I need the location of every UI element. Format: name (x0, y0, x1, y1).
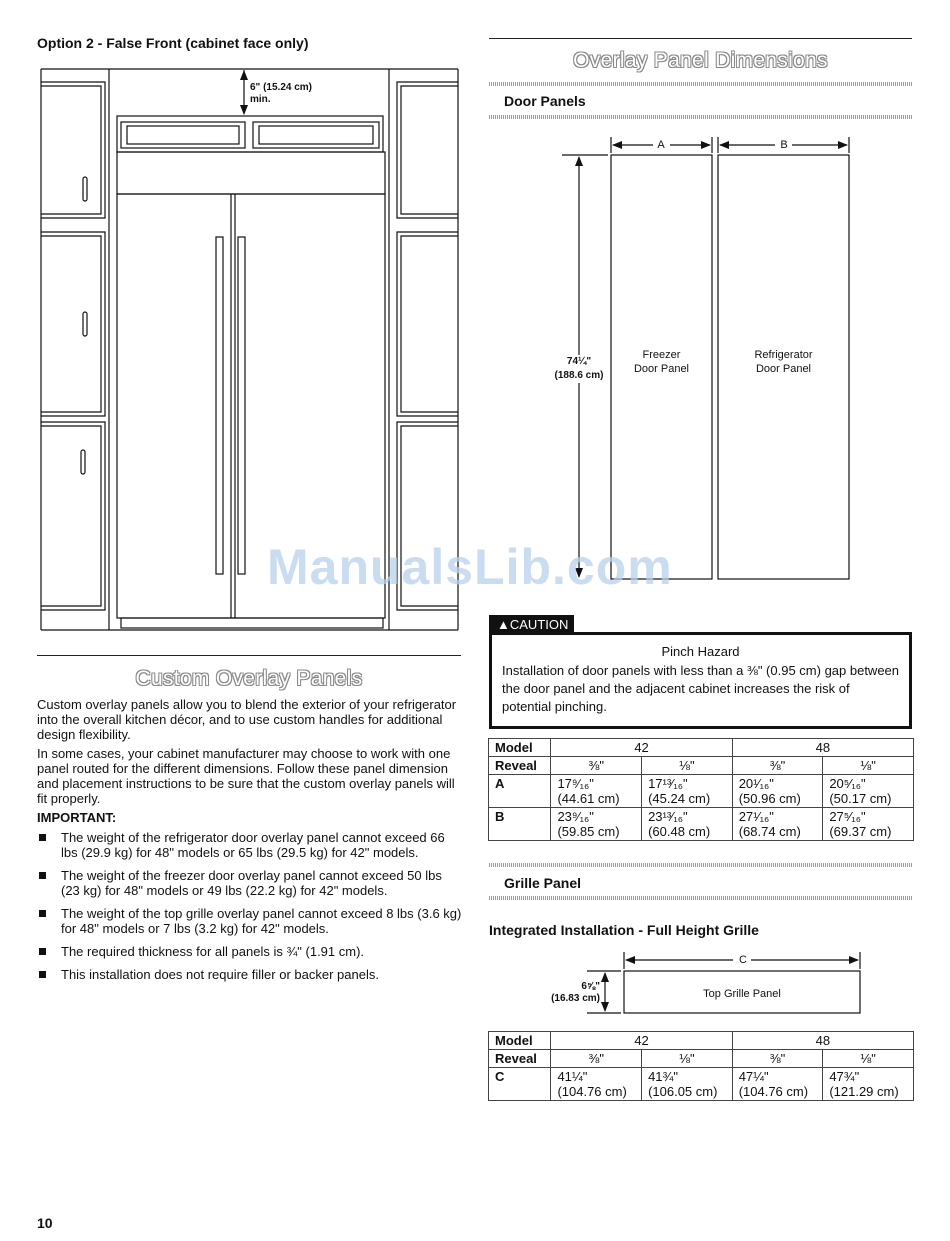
row-label: B (489, 808, 551, 841)
reveal-cell: ⅛" (823, 757, 914, 775)
caution-box (489, 632, 912, 729)
list-item: The weight of the freezer door overlay panel cannot exceed 50 lbs (23 kg) for 48" models or 49 lbs (22.2 kg) for 42" models. (37, 868, 462, 898)
warning-triangle-icon: ▲ (497, 617, 510, 632)
door-height-label (548, 355, 610, 383)
model-header: Model (489, 739, 551, 757)
page-number: 10 (37, 1215, 53, 1231)
caution-tag (489, 615, 574, 633)
dotted-divider (489, 863, 912, 867)
table-cell: 20⁵⁄₁₆" (50.17 cm) (823, 775, 914, 808)
watermark: ManualsLib.com (267, 539, 673, 595)
table-cell: 17¹³⁄₁₆" (45.24 cm) (642, 775, 733, 808)
freezer-label-line1: Freezer (642, 349, 681, 361)
caution-text: Installation of door panels with less than a ⅜" (0.95 cm) gap between the door panel and the adjacent cabinet increases the risk of potential pinching. (502, 663, 900, 714)
reveal-cell: ⅜" (551, 757, 642, 775)
door-panels-heading: Door Panels (504, 93, 586, 109)
reveal-cell: ⅜" (732, 1050, 823, 1068)
table-cell: 27⁵⁄₁₆" (69.37 cm) (823, 808, 914, 841)
table-cell: 17⁹⁄₁₆" (44.61 cm) (551, 775, 642, 808)
divider (489, 38, 912, 39)
intro-paragraph: Custom overlay panels allow you to blend the exterior of your refrigerator into the overall kitchen décor, and to use custom handles for additional design flexibility. (37, 697, 457, 742)
model-48: 48 (732, 739, 913, 757)
list-item: The weight of the top grille overlay panel cannot exceed 8 lbs (3.6 kg) for 48" models or 7 lbs (3.2 kg) for 42" models. (37, 906, 462, 936)
dotted-divider (489, 896, 912, 900)
list-item: This installation does not require filler or backer panels. (37, 967, 462, 982)
table-row (489, 1032, 914, 1050)
dotted-divider (489, 115, 912, 119)
table-cell: 23⁹⁄₁₆" (59.85 cm) (551, 808, 642, 841)
table-row (489, 1068, 914, 1101)
table-cell: 20¹⁄₁₆" (50.96 cm) (732, 775, 823, 808)
table-cell: 47¼" (104.76 cm) (732, 1068, 823, 1101)
dimension-a-label: A (657, 139, 665, 151)
clearance-min: min. (250, 94, 271, 105)
table-row (489, 808, 914, 841)
grille-height-label (532, 981, 600, 1005)
fridge-label-line1: Refrigerator (754, 349, 813, 361)
door-height-inches: 74¼" (566, 356, 592, 367)
clearance-value: 6" (15.24 cm) (250, 82, 312, 93)
list-item: The weight of the refrigerator door overlay panel cannot exceed 66 lbs (29.9 kg) for 48" models or 65 lbs (29.5 kg) for 42" models. (37, 830, 462, 860)
table-cell: 27¹⁄₁₆" (68.74 cm) (732, 808, 823, 841)
fridge-label-line2: Door Panel (755, 363, 812, 375)
grille-dimensions-table (488, 1031, 914, 1101)
clearance-dimension (250, 82, 312, 106)
reveal-cell: ⅜" (551, 1050, 642, 1068)
reveal-cell: ⅛" (642, 1050, 733, 1068)
dotted-divider (489, 82, 912, 86)
table-cell: 23¹³⁄₁₆" (60.48 cm) (642, 808, 733, 841)
caution-title: Pinch Hazard (661, 644, 740, 659)
model-header: Model (489, 1032, 551, 1050)
refrigerator-panel-label (718, 348, 849, 376)
model-42: 42 (551, 1032, 732, 1050)
important-label: IMPORTANT: (37, 810, 117, 825)
table-row (489, 757, 914, 775)
divider (37, 655, 461, 656)
freezer-panel-label (611, 348, 712, 376)
grille-height-cm: (16.83 cm) (551, 993, 600, 1004)
caution-label: CAUTION (509, 617, 569, 632)
row-label: C (489, 1068, 551, 1101)
custom-overlay-title: Custom Overlay Panels (135, 667, 363, 690)
integrated-heading: Integrated Installation - Full Height Grille (489, 922, 759, 938)
reveal-cell: ⅛" (642, 757, 733, 775)
list-item: The required thickness for all panels is ¾" (1.91 cm). (37, 944, 462, 959)
grille-height-inches: 6⅝" (581, 981, 600, 992)
table-row (489, 739, 914, 757)
freezer-label-line2: Door Panel (633, 363, 690, 375)
dimension-b-label: B (780, 139, 788, 151)
grille-panel-heading: Grille Panel (504, 875, 582, 891)
dimension-c-label: C (739, 954, 747, 966)
door-dimensions-table (488, 738, 914, 841)
table-row (489, 775, 914, 808)
model-42: 42 (551, 739, 732, 757)
table-row (489, 1050, 914, 1068)
overlay-dimensions-title: Overlay Panel Dimensions (573, 49, 828, 72)
cabinet-paragraph: In some cases, your cabinet manufacturer may choose to work with one panel routed for the different dimensions. Follow these panel dimension and placement instructions to be sure that the custom overlay panels will fit properly. (37, 746, 455, 806)
row-label: A (489, 775, 551, 808)
option-heading: Option 2 - False Front (cabinet face only) (37, 35, 309, 51)
important-list (37, 830, 462, 990)
table-cell: 41¾" (106.05 cm) (642, 1068, 733, 1101)
table-cell: 41¼" (104.76 cm) (551, 1068, 642, 1101)
reveal-cell: ⅛" (823, 1050, 914, 1068)
top-grille-panel-label: Top Grille Panel (703, 988, 781, 1000)
reveal-header: Reveal (489, 1050, 551, 1068)
grille-panel-diagram (585, 950, 865, 1020)
table-cell: 47¾" (121.29 cm) (823, 1068, 914, 1101)
reveal-header: Reveal (489, 757, 551, 775)
model-48: 48 (732, 1032, 913, 1050)
reveal-cell: ⅜" (732, 757, 823, 775)
door-height-cm: (188.6 cm) (554, 370, 604, 381)
